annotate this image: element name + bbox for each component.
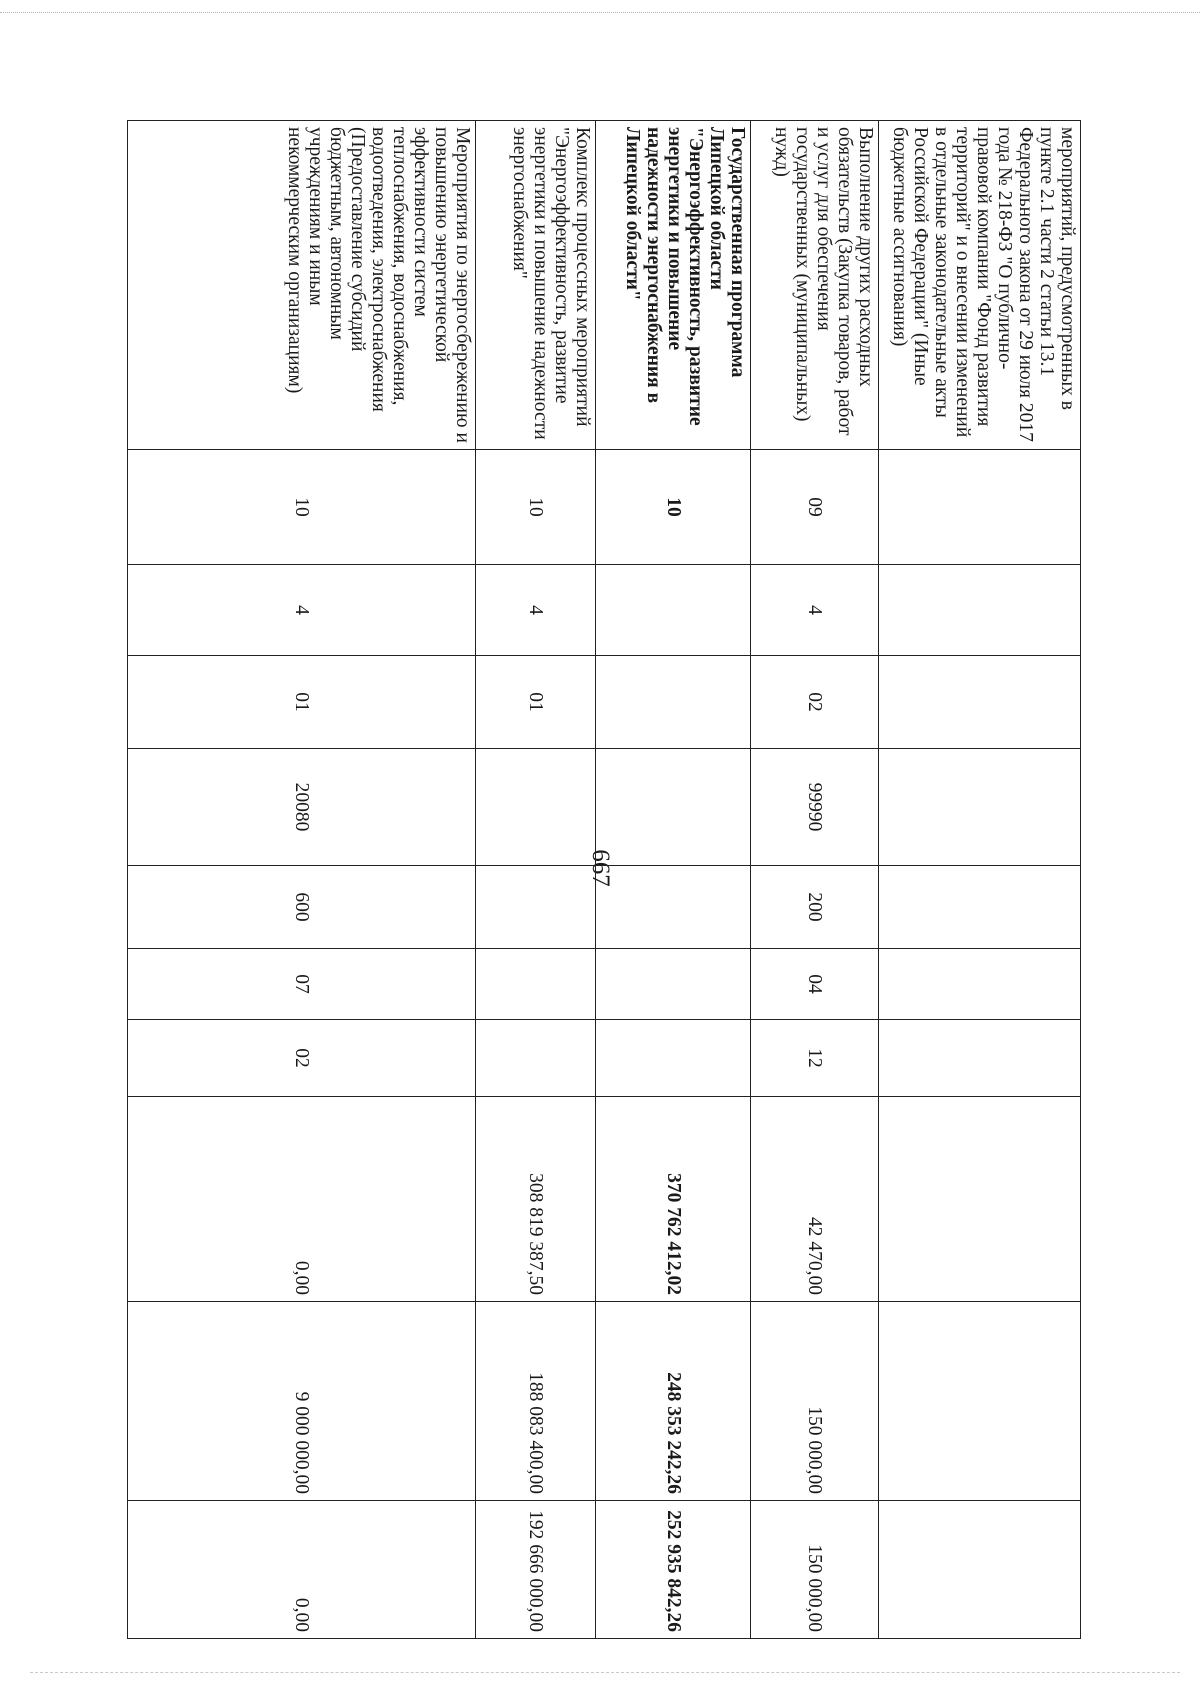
amount-cell: 0,00 [128,1501,476,1639]
table-row [879,121,1081,1639]
code-cell: 4 [476,565,596,656]
code-cell: 04 [751,949,879,1020]
scan-bottom-edge [30,1672,1180,1673]
row-name: Мероприятия по энергосбережению и повышению энергетической эффективности систем теплоснабжения, водоснабжения, водоотведения, электроснабжения (Предоставление субсидий бюджетным, автономным учреждениям и иным некоммерческим организациям) [128,121,476,450]
code-cell: 02 [751,656,879,749]
amount-cell: 248 353 242,26 [596,1302,751,1501]
amount-cell: 192 666 000,00 [476,1501,596,1639]
code-cell: 200 [751,866,879,949]
code-cell [596,949,751,1020]
code-cell [879,656,1081,749]
code-cell: 10 [476,450,596,565]
code-cell [879,866,1081,949]
row-name: Комплекс процессных мероприятий "Энергоэффективность, развитие энергетики и повышение надежности энергоснабжения" [476,121,596,450]
code-cell [596,565,751,656]
code-cell: 07 [128,949,476,1020]
code-cell: 600 [128,866,476,949]
table-row [596,121,751,1639]
row-name: мероприятий, предусмотренных в пункте 2.1 части 2 статьи 13.1 Федерального закона от 29 июля 2017 года № 218-ФЗ "О публично-правовой компании "Фонд развития территорий" и о внесении изменений в отдельные законодательные акты Российской Федерации" (Иные бюджетные ассигнования) [879,121,1081,450]
code-cell [476,749,596,866]
amount-cell: 150 000,00 [751,1302,879,1501]
code-cell [879,450,1081,565]
table-row [751,121,879,1639]
amount-cell: 42 470,00 [751,1097,879,1302]
rotated-table-container [128,120,1081,1638]
row-name: Государственная программа Липецкой области "Энергоэффективность, развитие энергетики и повышение надежности энергоснабжения в Липецкой области" [596,121,751,450]
code-cell: 02 [128,1020,476,1097]
code-cell [596,1020,751,1097]
code-cell [476,866,596,949]
code-cell [596,656,751,749]
amount-cell: 0,00 [128,1097,476,1302]
budget-table [127,120,1081,1639]
code-cell [879,565,1081,656]
row-name: Выполнение других расходных обязательств (Закупка товаров, работ и услуг для обеспечения государственных (муниципальных) нужд) [751,121,879,450]
code-cell [879,1020,1081,1097]
code-cell: 4 [751,565,879,656]
code-cell [476,1020,596,1097]
code-cell: 09 [751,450,879,565]
scan-top-edge [0,12,1200,13]
amount-cell: 150 000,00 [751,1501,879,1639]
amount-cell [879,1097,1081,1302]
code-cell: 10 [128,450,476,565]
amount-cell [879,1501,1081,1639]
code-cell: 4 [128,565,476,656]
amount-cell: 308 819 387,50 [476,1097,596,1302]
amount-cell [879,1302,1081,1501]
amount-cell: 252 935 842,26 [596,1501,751,1639]
table-row [128,121,476,1639]
code-cell [596,866,751,949]
table-row [476,121,596,1639]
code-cell: 10 [596,450,751,565]
code-cell: 01 [476,656,596,749]
amount-cell: 9 000 000,00 [128,1302,476,1501]
amount-cell: 370 762 412,02 [596,1097,751,1302]
page-number: 667 [587,849,614,887]
code-cell [879,949,1081,1020]
code-cell: 20080 [128,749,476,866]
code-cell: 12 [751,1020,879,1097]
code-cell: 01 [128,656,476,749]
code-cell [879,749,1081,866]
code-cell [596,749,751,866]
code-cell [476,949,596,1020]
code-cell: 99990 [751,749,879,866]
amount-cell: 188 083 400,00 [476,1302,596,1501]
